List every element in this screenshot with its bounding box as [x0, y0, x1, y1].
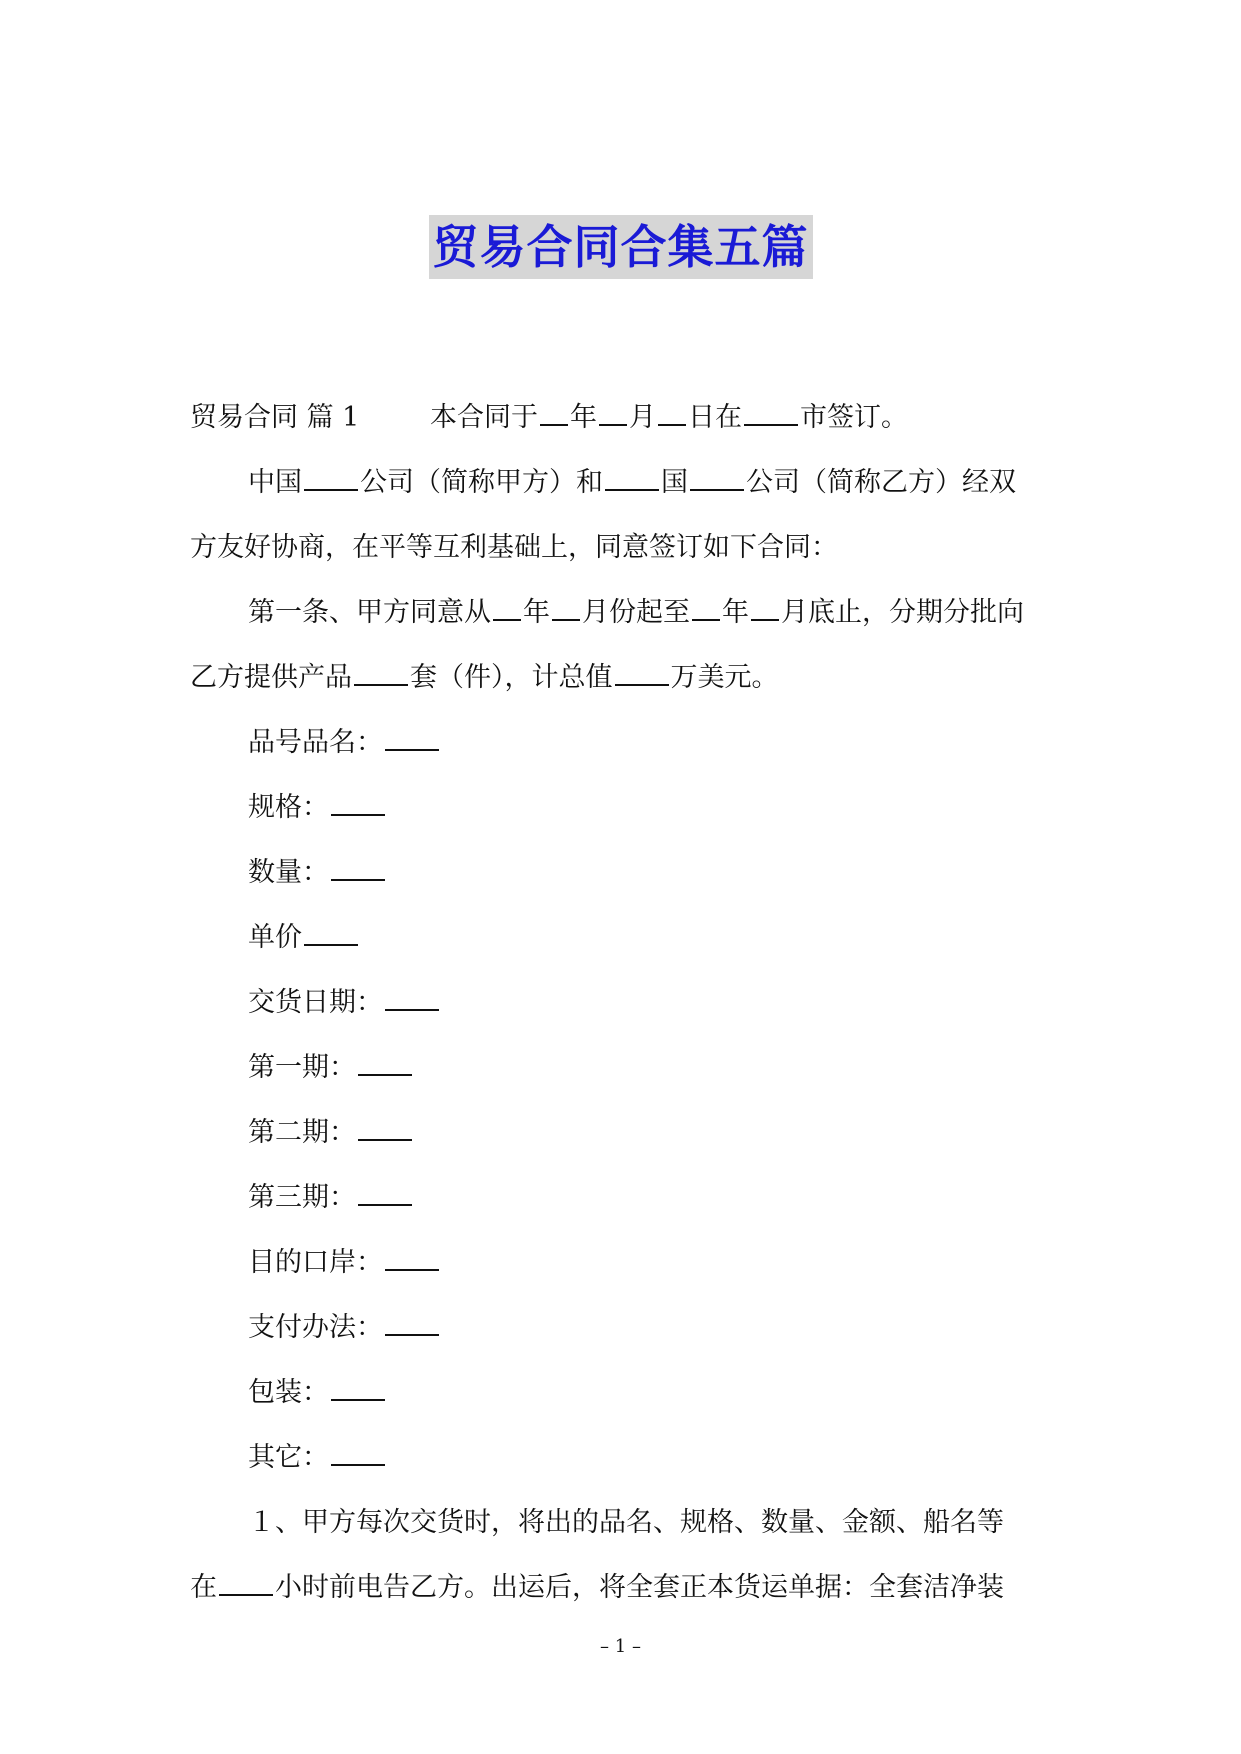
blank-underline: [658, 402, 686, 426]
blank-underline: [219, 1572, 273, 1596]
blank-underline: [354, 662, 408, 686]
field-label: 第三期：: [248, 1182, 356, 1213]
title-wrap: [0, 215, 1241, 279]
blank-underline: [744, 402, 798, 426]
text-segment: 万美元。: [670, 662, 779, 693]
blank-underline: [358, 1182, 412, 1206]
text-segment: 年: [570, 402, 597, 433]
text-segment: 市签订。: [800, 402, 908, 433]
text-segment: 年: [523, 597, 550, 628]
blank-underline: [690, 467, 744, 491]
blank-underline: [615, 662, 669, 686]
section-heading: 贸易合同 篇 1: [190, 402, 360, 433]
document-body: [190, 385, 1058, 1620]
text-segment: 公司（简称乙方）经双: [746, 467, 1016, 498]
blank-underline: [304, 467, 358, 491]
field-label: 品号品名：: [248, 727, 383, 758]
field-line: [190, 840, 1058, 905]
paragraph-parties: [190, 450, 1058, 515]
blank-underline: [751, 597, 779, 621]
blank-underline: [358, 1052, 412, 1076]
blank-underline: [385, 1312, 439, 1336]
field-line: [190, 710, 1058, 775]
field-label: 交货日期：: [248, 987, 383, 1018]
paragraph-parties-cont: 方友好协商，在平等互利基础上，同意签订如下合同：: [190, 532, 838, 563]
field-line: [190, 970, 1058, 1035]
field-line: [190, 1425, 1058, 1490]
field-line: [190, 775, 1058, 840]
blank-underline: [599, 402, 627, 426]
blank-underline: [331, 1377, 385, 1401]
field-line: [190, 1100, 1058, 1165]
field-line: [190, 905, 1058, 970]
blank-underline: [552, 597, 580, 621]
field-line: [190, 1295, 1058, 1360]
text-segment: 月: [629, 402, 656, 433]
blank-underline: [331, 1442, 385, 1466]
field-label: 第一期：: [248, 1052, 356, 1083]
text-segment: 月份起至: [582, 597, 690, 628]
blank-underline: [331, 792, 385, 816]
blank-underline: [385, 727, 439, 751]
field-label: 支付办法：: [248, 1312, 383, 1343]
text-segment: 乙方提供产品: [190, 662, 352, 693]
text-segment: 套（件），计总值: [410, 662, 613, 693]
page-number: – 1 –: [600, 1636, 641, 1657]
field-line: [190, 1165, 1058, 1230]
text-segment: 在: [190, 1572, 217, 1603]
paragraph-clause-1-cont: [190, 1555, 1058, 1620]
blank-underline: [331, 857, 385, 881]
field-label: 数量：: [248, 857, 329, 888]
paragraph-article-1: [190, 580, 1058, 645]
text-segment: 本合同于: [430, 402, 538, 433]
field-label: 其它：: [248, 1442, 329, 1473]
paragraph-clause-1: １、甲方每次交货时，将出的品名、规格、数量、金额、船名等: [248, 1507, 1004, 1538]
opening-sentence: [430, 385, 908, 450]
blank-underline: [304, 922, 358, 946]
paragraph-opening: [190, 385, 1058, 450]
blank-underline: [385, 987, 439, 1011]
text-segment: 第一条、甲方同意从: [248, 597, 491, 628]
text-segment: 小时前电告乙方。出运后，将全套正本货运单据：全套洁净装: [275, 1572, 1004, 1603]
field-line: [190, 1035, 1058, 1100]
blank-underline: [692, 597, 720, 621]
text-segment: 国: [661, 467, 688, 498]
blank-underline: [605, 467, 659, 491]
field-label: 目的口岸：: [248, 1247, 383, 1278]
blank-underline: [358, 1117, 412, 1141]
text-segment: 年: [722, 597, 749, 628]
text-segment: 中国: [248, 467, 302, 498]
field-line: [190, 1360, 1058, 1425]
paragraph-article-1-cont: [190, 645, 1058, 710]
field-label: 规格：: [248, 792, 329, 823]
text-segment: 公司（简称甲方）和: [360, 467, 603, 498]
text-segment: 日在: [688, 402, 742, 433]
blank-underline: [385, 1247, 439, 1271]
blank-underline: [540, 402, 568, 426]
field-label: 包装：: [248, 1377, 329, 1408]
blank-underline: [493, 597, 521, 621]
field-label: 第二期：: [248, 1117, 356, 1148]
field-line: [190, 1230, 1058, 1295]
page-title: 贸易合同合集五篇: [429, 215, 813, 279]
field-label: 单价: [248, 922, 302, 953]
text-segment: 月底止，分期分批向: [781, 597, 1024, 628]
